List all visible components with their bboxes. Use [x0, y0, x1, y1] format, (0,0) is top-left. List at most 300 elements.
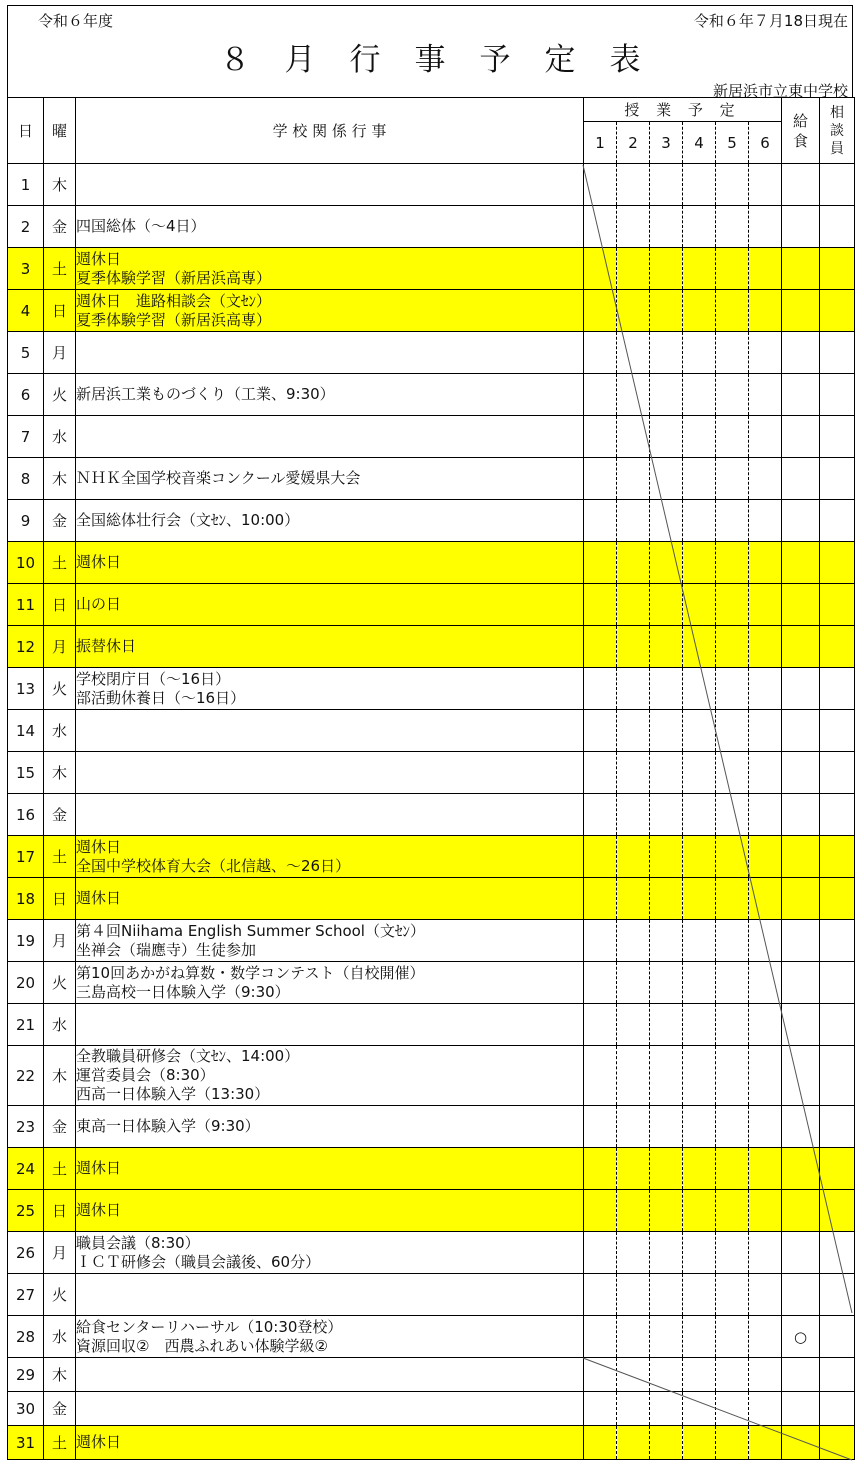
- day-number: 28: [8, 1316, 44, 1358]
- period-1-cell: [584, 920, 617, 962]
- weekday: 土: [44, 836, 76, 878]
- period-1-cell: [584, 1004, 617, 1046]
- period-1-cell: [584, 668, 617, 710]
- event-text: 坐禅会（瑞應寺）生徒参加: [76, 940, 257, 959]
- period-5-cell: [716, 1232, 749, 1274]
- day-number: 11: [8, 584, 44, 626]
- lunch-cell: [782, 1232, 820, 1274]
- event-text: 週休日: [76, 1433, 122, 1451]
- weekday: 金: [44, 1106, 76, 1148]
- period-6-cell: [749, 1232, 782, 1274]
- lunch-cell: [782, 458, 820, 500]
- period-2-cell: [617, 668, 650, 710]
- period-1-cell: [584, 290, 617, 332]
- counselor-cell: [820, 752, 855, 794]
- day-number: 12: [8, 626, 44, 668]
- lunch-cell: [782, 206, 820, 248]
- period-2-cell: [617, 878, 650, 920]
- schedule-row-day-12: [8, 626, 855, 668]
- period-3-cell: [650, 1316, 683, 1358]
- period-1-cell: [584, 206, 617, 248]
- day-number: 30: [8, 1392, 44, 1426]
- event-cell: [76, 794, 584, 836]
- event-cell: [76, 752, 584, 794]
- schedule-row-day-10: [8, 542, 855, 584]
- weekday: 金: [44, 794, 76, 836]
- event-text: 職員会議（8:30）: [76, 1233, 200, 1252]
- event-text: 第10回あかがね算数・数学コンテスト（自校開催）: [76, 963, 425, 982]
- period-5-cell: [716, 458, 749, 500]
- period-4-cell: [683, 1106, 716, 1148]
- weekday: 日: [44, 878, 76, 920]
- lunch-cell: [782, 416, 820, 458]
- event-text: 東高一日体験入学（9:30）: [76, 1117, 260, 1135]
- period-3-cell: [650, 584, 683, 626]
- period-6-cell: [749, 1190, 782, 1232]
- period-4-cell: [683, 710, 716, 752]
- period-5-cell: [716, 1004, 749, 1046]
- period-5-cell: [716, 542, 749, 584]
- event-cell: [76, 206, 584, 248]
- period-3-cell: [650, 752, 683, 794]
- event-cell: [76, 1190, 584, 1232]
- day-number: 17: [8, 836, 44, 878]
- period-1-cell: [584, 1148, 617, 1190]
- col-lunch-header: [782, 98, 820, 164]
- period-3-cell: [650, 332, 683, 374]
- period-3-cell: [650, 1046, 683, 1106]
- event-cell: [76, 374, 584, 416]
- schedule-row-day-1: [8, 164, 855, 206]
- event-cell: [76, 500, 584, 542]
- period-2-cell: [617, 1148, 650, 1190]
- period-6-cell: [749, 1274, 782, 1316]
- counselor-cell: [820, 1232, 855, 1274]
- schedule-row-day-25: [8, 1190, 855, 1232]
- lunch-cell: [782, 500, 820, 542]
- period-5-cell: [716, 920, 749, 962]
- school-name: 新居浜市立東中学校: [712, 82, 848, 100]
- counselor-cell: [820, 1274, 855, 1316]
- period-3-cell: [650, 1106, 683, 1148]
- schedule-row-day-3: [8, 248, 855, 290]
- day-number: 27: [8, 1274, 44, 1316]
- period-2-cell: [617, 1274, 650, 1316]
- lunch-cell: [782, 710, 820, 752]
- period-2-cell: [617, 206, 650, 248]
- period-1-cell: [584, 1046, 617, 1106]
- event-text: 夏季体験学習（新居浜高専）: [76, 268, 272, 287]
- event-cell: [76, 1274, 584, 1316]
- period-3-cell: [650, 794, 683, 836]
- fiscal-year: 令和６年度: [38, 12, 114, 30]
- lunch-cell: [782, 668, 820, 710]
- weekday: 土: [44, 542, 76, 584]
- day-number: 6: [8, 374, 44, 416]
- weekday: 木: [44, 164, 76, 206]
- period-3-cell: [650, 962, 683, 1004]
- period-1-cell: [584, 1232, 617, 1274]
- counselor-cell: [820, 1392, 855, 1426]
- period-2-cell: [617, 584, 650, 626]
- period-4-cell: [683, 836, 716, 878]
- lunch-cell: [782, 1358, 820, 1392]
- period-3-cell: [650, 290, 683, 332]
- period-5-cell: [716, 416, 749, 458]
- period-6-cell: [749, 1004, 782, 1046]
- day-number: 4: [8, 290, 44, 332]
- period-4-cell: [683, 1190, 716, 1232]
- period-4-cell: [683, 752, 716, 794]
- header-row-1: [8, 98, 855, 122]
- period-3-cell: [650, 1426, 683, 1460]
- counselor-cell: [820, 1426, 855, 1460]
- period-5-cell: [716, 1358, 749, 1392]
- weekday: 日: [44, 584, 76, 626]
- event-text: 運営委員会（8:30）: [76, 1066, 215, 1084]
- schedule-row-day-18: [8, 878, 855, 920]
- period-3-cell: [650, 668, 683, 710]
- period-3-cell: [650, 248, 683, 290]
- period-1-cell: [584, 332, 617, 374]
- day-number: 9: [8, 500, 44, 542]
- event-text: 給食センターリハーサル（10:30登校）: [76, 1317, 343, 1336]
- event-cell: [76, 710, 584, 752]
- lunch-cell: [782, 584, 820, 626]
- schedule-row-day-4: [8, 290, 855, 332]
- day-number: 22: [8, 1046, 44, 1106]
- period-2-cell: [617, 1106, 650, 1148]
- period-6-cell: [749, 1426, 782, 1460]
- period-1-cell: [584, 584, 617, 626]
- period-5-cell: [716, 836, 749, 878]
- period-2-cell: [617, 416, 650, 458]
- weekday: 月: [44, 920, 76, 962]
- day-number: 10: [8, 542, 44, 584]
- period-2-cell: [617, 164, 650, 206]
- period-5-cell: [716, 1106, 749, 1148]
- period-1-cell: [584, 1426, 617, 1460]
- schedule-row-day-20: [8, 962, 855, 1004]
- period-2-cell: [617, 1190, 650, 1232]
- schedule-row-day-2: [8, 206, 855, 248]
- event-text: 週休日: [76, 1159, 122, 1177]
- event-text: 週休日: [76, 553, 122, 571]
- day-number: 7: [8, 416, 44, 458]
- col-events-header: 学 校 関 係 行 事: [76, 98, 584, 164]
- weekday: 木: [44, 1358, 76, 1392]
- period-2-cell: [617, 1232, 650, 1274]
- period-3-cell: [650, 1392, 683, 1426]
- event-text: 全国中学校体育大会（北信越、～26日）: [76, 856, 351, 875]
- counselor-cell: [820, 1316, 855, 1358]
- period-6-cell: [749, 920, 782, 962]
- period-3-cell: [650, 1232, 683, 1274]
- period-2-cell: [617, 1358, 650, 1392]
- period-6-cell: [749, 416, 782, 458]
- period-1-cell: [584, 878, 617, 920]
- day-number: 1: [8, 164, 44, 206]
- event-text: 夏季体験学習（新居浜高専）: [76, 310, 272, 329]
- period-3-cell: [650, 626, 683, 668]
- period-2-cell: [617, 500, 650, 542]
- period-5-cell: [716, 584, 749, 626]
- day-number: 14: [8, 710, 44, 752]
- period-header-6: 6: [749, 122, 782, 164]
- counselor-cell: [820, 836, 855, 878]
- period-2-cell: [617, 542, 650, 584]
- period-4-cell: [683, 1232, 716, 1274]
- schedule-row-day-15: [8, 752, 855, 794]
- period-3-cell: [650, 374, 683, 416]
- lunch-cell: [782, 1148, 820, 1190]
- period-4-cell: [683, 1316, 716, 1358]
- schedule-table: [7, 97, 855, 1460]
- counselor-cell: [820, 1358, 855, 1392]
- lunch-cell: [782, 920, 820, 962]
- day-number: 16: [8, 794, 44, 836]
- counselor-cell: [820, 626, 855, 668]
- period-1-cell: [584, 1106, 617, 1148]
- period-4-cell: [683, 626, 716, 668]
- day-number: 15: [8, 752, 44, 794]
- period-5-cell: [716, 962, 749, 1004]
- period-4-cell: [683, 1004, 716, 1046]
- period-2-cell: [617, 962, 650, 1004]
- period-6-cell: [749, 332, 782, 374]
- schedule-row-day-7: [8, 416, 855, 458]
- weekday: 金: [44, 1392, 76, 1426]
- counselor-cell: [820, 248, 855, 290]
- period-1-cell: [584, 164, 617, 206]
- period-6-cell: [749, 836, 782, 878]
- event-text: 週休日: [76, 889, 122, 907]
- period-5-cell: [716, 1190, 749, 1232]
- event-text: 第４回Niihama English Summer School（文ｾﾝ）: [76, 921, 425, 940]
- weekday: 日: [44, 290, 76, 332]
- col-classes-header: 授 業 予 定: [584, 98, 782, 122]
- period-2-cell: [617, 1046, 650, 1106]
- weekday: 日: [44, 1190, 76, 1232]
- event-text: 全教職員研修会（文ｾﾝ、14:00）: [76, 1047, 300, 1065]
- period-2-cell: [617, 626, 650, 668]
- period-4-cell: [683, 1274, 716, 1316]
- event-cell: [76, 416, 584, 458]
- weekday: 土: [44, 1148, 76, 1190]
- period-3-cell: [650, 500, 683, 542]
- day-number: 2: [8, 206, 44, 248]
- period-5-cell: [716, 752, 749, 794]
- period-4-cell: [683, 1148, 716, 1190]
- period-2-cell: [617, 1004, 650, 1046]
- lunch-cell: [782, 836, 820, 878]
- counselor-cell: [820, 710, 855, 752]
- event-text: 新居浜工業ものづくり（工業、9:30）: [76, 385, 335, 403]
- period-1-cell: [584, 416, 617, 458]
- day-number: 24: [8, 1148, 44, 1190]
- counselor-cell: [820, 1106, 855, 1148]
- day-number: 18: [8, 878, 44, 920]
- event-text: 振替休日: [76, 637, 137, 655]
- event-text: 週休日: [76, 837, 122, 856]
- lunch-cell: [782, 290, 820, 332]
- schedule-row-day-24: [8, 1148, 855, 1190]
- period-1-cell: [584, 374, 617, 416]
- counselor-cell: [820, 374, 855, 416]
- counselor-cell: [820, 962, 855, 1004]
- event-cell: [76, 458, 584, 500]
- period-6-cell: [749, 1358, 782, 1392]
- weekday: 木: [44, 1046, 76, 1106]
- day-number: 13: [8, 668, 44, 710]
- period-1-cell: [584, 710, 617, 752]
- day-number: 8: [8, 458, 44, 500]
- event-text: 部活動休養日（～16日）: [76, 688, 246, 707]
- period-2-cell: [617, 374, 650, 416]
- event-cell: [76, 248, 584, 290]
- period-1-cell: [584, 1392, 617, 1426]
- period-6-cell: [749, 542, 782, 584]
- period-3-cell: [650, 878, 683, 920]
- period-6-cell: [749, 248, 782, 290]
- event-cell: [76, 962, 584, 1004]
- counselor-cell: [820, 1190, 855, 1232]
- event-cell: [76, 626, 584, 668]
- counselor-cell: [820, 290, 855, 332]
- period-6-cell: [749, 710, 782, 752]
- event-cell: [76, 1046, 584, 1106]
- period-6-cell: [749, 626, 782, 668]
- page-title: ８月行事予定表: [219, 42, 675, 78]
- weekday: 土: [44, 248, 76, 290]
- counselor-cell: [820, 920, 855, 962]
- period-1-cell: [584, 1274, 617, 1316]
- period-5-cell: [716, 626, 749, 668]
- period-5-cell: [716, 1316, 749, 1358]
- counselor-cell: [820, 1004, 855, 1046]
- counselor-cell: [820, 542, 855, 584]
- period-6-cell: [749, 206, 782, 248]
- period-4-cell: [683, 1358, 716, 1392]
- period-4-cell: [683, 374, 716, 416]
- period-header-3: 3: [650, 122, 683, 164]
- period-3-cell: [650, 164, 683, 206]
- period-2-cell: [617, 248, 650, 290]
- period-3-cell: [650, 1004, 683, 1046]
- period-6-cell: [749, 500, 782, 542]
- col-day-header: 日: [8, 98, 44, 164]
- period-2-cell: [617, 1426, 650, 1460]
- period-3-cell: [650, 542, 683, 584]
- weekday: 水: [44, 416, 76, 458]
- counselor-cell: [820, 1046, 855, 1106]
- event-cell: [76, 1358, 584, 1392]
- schedule-row-day-17: [8, 836, 855, 878]
- event-text: 四国総体（～4日）: [76, 217, 206, 235]
- day-number: 26: [8, 1232, 44, 1274]
- period-4-cell: [683, 1046, 716, 1106]
- event-cell: [76, 1106, 584, 1148]
- lunch-cell: [782, 752, 820, 794]
- period-4-cell: [683, 164, 716, 206]
- period-3-cell: [650, 1190, 683, 1232]
- period-5-cell: [716, 1426, 749, 1460]
- period-6-cell: [749, 584, 782, 626]
- period-3-cell: [650, 206, 683, 248]
- schedule-row-day-14: [8, 710, 855, 752]
- day-number: 29: [8, 1358, 44, 1392]
- event-cell: [76, 836, 584, 878]
- counselor-cell: [820, 878, 855, 920]
- counselor-cell: [820, 500, 855, 542]
- counselor-cell: [820, 416, 855, 458]
- counselor-cell: [820, 584, 855, 626]
- period-1-cell: [584, 962, 617, 1004]
- schedule-row-day-26: [8, 1232, 855, 1274]
- period-6-cell: [749, 1148, 782, 1190]
- schedule-row-day-21: [8, 1004, 855, 1046]
- period-3-cell: [650, 710, 683, 752]
- day-number: 21: [8, 1004, 44, 1046]
- lunch-cell: [782, 1004, 820, 1046]
- period-3-cell: [650, 836, 683, 878]
- event-text: 山の日: [76, 595, 122, 613]
- period-6-cell: [749, 290, 782, 332]
- weekday: 金: [44, 206, 76, 248]
- period-4-cell: [683, 878, 716, 920]
- period-2-cell: [617, 1392, 650, 1426]
- event-text: 週休日 進路相談会（文ｾﾝ）: [76, 291, 272, 310]
- event-cell: [76, 878, 584, 920]
- event-cell: [76, 1316, 584, 1358]
- period-6-cell: [749, 794, 782, 836]
- event-text: ＮＨＫ全国学校音楽コンクール愛媛県大会: [76, 469, 361, 487]
- period-5-cell: [716, 878, 749, 920]
- counselor-header-label: 相談員: [830, 104, 844, 157]
- counselor-cell: [820, 458, 855, 500]
- event-cell: [76, 1148, 584, 1190]
- period-5-cell: [716, 710, 749, 752]
- period-1-cell: [584, 1190, 617, 1232]
- weekday: 水: [44, 1316, 76, 1358]
- period-4-cell: [683, 416, 716, 458]
- weekday: 火: [44, 1274, 76, 1316]
- period-6-cell: [749, 752, 782, 794]
- event-text: 全国総体壮行会（文ｾﾝ、10:00）: [76, 511, 300, 529]
- period-6-cell: [749, 1106, 782, 1148]
- day-number: 19: [8, 920, 44, 962]
- period-4-cell: [683, 290, 716, 332]
- period-5-cell: [716, 794, 749, 836]
- lunch-header-label: 給食: [792, 111, 808, 150]
- event-cell: [76, 584, 584, 626]
- lunch-cell: [782, 1106, 820, 1148]
- period-6-cell: [749, 1046, 782, 1106]
- period-4-cell: [683, 458, 716, 500]
- period-2-cell: [617, 836, 650, 878]
- period-3-cell: [650, 920, 683, 962]
- weekday: 火: [44, 374, 76, 416]
- period-2-cell: [617, 1316, 650, 1358]
- col-weekday-header: 曜: [44, 98, 76, 164]
- schedule-row-day-27: [8, 1274, 855, 1316]
- schedule-row-day-29: [8, 1358, 855, 1392]
- event-cell: [76, 1004, 584, 1046]
- schedule-row-day-16: [8, 794, 855, 836]
- period-6-cell: [749, 374, 782, 416]
- event-cell: [76, 1232, 584, 1274]
- weekday: 火: [44, 668, 76, 710]
